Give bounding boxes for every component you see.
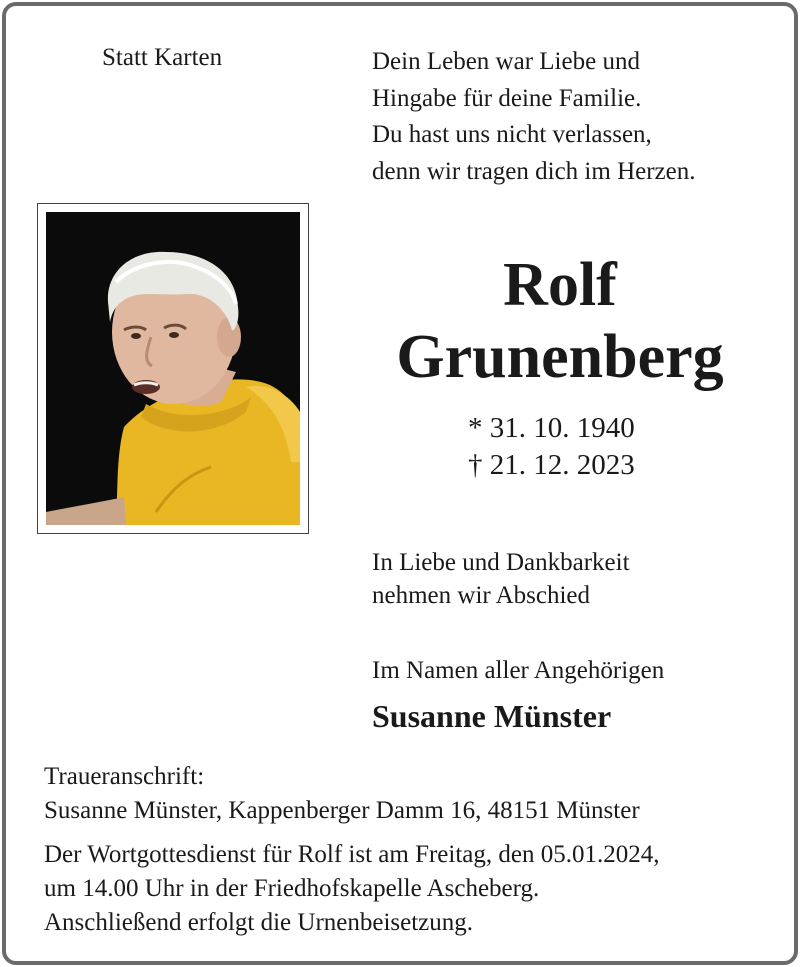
service-line: um 14.00 Uhr in der Friedhofskapelle Ascheberg.: [44, 875, 540, 902]
portrait-frame: [37, 203, 309, 534]
on-behalf-text: Im Namen aller Angehörigen: [372, 657, 665, 684]
portrait-illustration: [46, 212, 300, 525]
signer-name: Susanne Münster: [372, 698, 612, 734]
life-dates: [468, 410, 635, 484]
statt-karten-label: Statt Karten: [102, 44, 223, 71]
farewell-line: nehmen wir Abschied: [372, 582, 591, 609]
farewell-line: In Liebe und Dankbarkeit: [372, 549, 630, 576]
poem: [372, 44, 696, 190]
birth-date: * 31. 10. 1940: [468, 412, 635, 444]
portrait-photo: [46, 212, 300, 525]
poem-line: Du hast uns nicht verlassen,: [372, 121, 652, 148]
service-line: Anschließend erfolgt die Urnenbeisetzung.: [44, 909, 474, 936]
deceased-first-name: Rolf: [503, 251, 617, 319]
address-label: Traueranschrift:: [44, 763, 205, 790]
poem-line: Hingabe für deine Familie.: [372, 84, 642, 112]
poem-line: Dein Leben war Liebe und: [372, 48, 640, 75]
deceased-last-name: Grunenberg: [396, 323, 724, 391]
service-line: Der Wortgottesdienst für Rolf ist am Freitag, den 05.01.2024,: [44, 841, 660, 868]
poem-line: denn wir tragen dich im Herzen.: [372, 157, 696, 185]
mourning-address: [44, 760, 640, 828]
death-date: † 21. 12. 2023: [468, 449, 635, 481]
service-info: [44, 838, 660, 940]
address-line: Susanne Münster, Kappenberger Damm 16, 48151 Münster: [44, 797, 640, 824]
farewell-message: [372, 546, 630, 612]
